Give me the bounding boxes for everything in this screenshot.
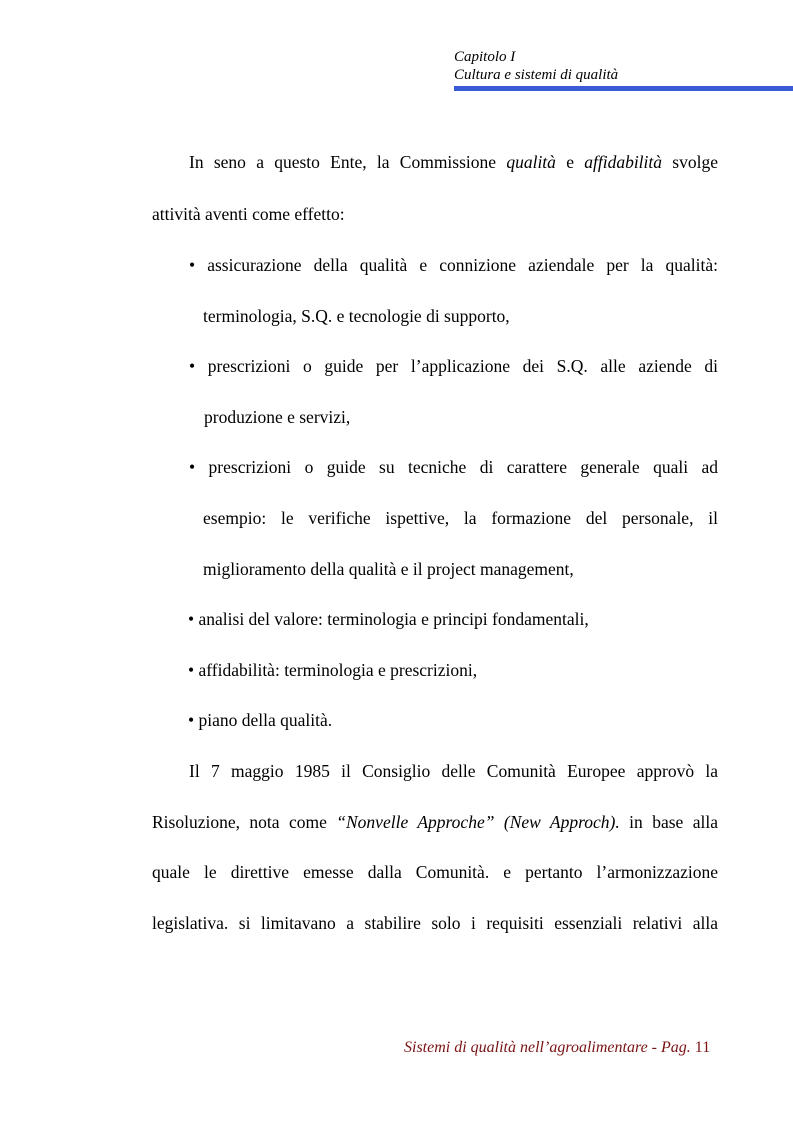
- footer-title: Sistemi di qualità nell’agroalimentare - Pag.: [404, 1039, 691, 1056]
- intro-text-pre: In seno a questo Ente, la Commissione: [189, 152, 507, 172]
- bullet-1-line-1: • assicurazione della qualità e connizione aziendale per la qualità:: [189, 255, 718, 275]
- para2-text-post: in base alla: [619, 812, 718, 832]
- running-header: [454, 48, 618, 84]
- intro-text-mid: e: [555, 152, 585, 172]
- para2-text-pre: Risoluzione, nota come: [152, 812, 337, 832]
- para2-line-1: Il 7 maggio 1985 il Consiglio delle Comunità Europee approvò la: [189, 761, 718, 781]
- bullet-3-line-3: miglioramento della qualità e il project management,: [203, 559, 574, 579]
- bullet-2-line-1: • prescrizioni o guide per l’applicazione dei S.Q. alle aziende di: [189, 356, 718, 376]
- para2-line-2: [152, 811, 718, 833]
- para2-emphasis: “Nonvelle Approche” (New Approch).: [336, 812, 620, 832]
- intro-emphasis-reliability: affidabilità: [584, 152, 663, 172]
- bullet-6: • piano della qualità.: [188, 710, 333, 730]
- intro-line-2: attività aventi come effetto:: [152, 204, 345, 224]
- para2-line-3: quale le direttive emesse dalla Comunità. e pertanto l’armonizzazione: [152, 862, 718, 882]
- bullet-1-line-2: terminologia, S.Q. e tecnologie di supporto,: [203, 306, 510, 326]
- bullet-3-line-2: esempio: le verifiche ispettive, la formazione del personale, il: [203, 508, 718, 528]
- chapter-label: Capitolo I: [454, 49, 516, 65]
- page-number: 11: [694, 1039, 711, 1056]
- para2-line-4: legislativa. si limitavano a stabilire solo i requisiti essenziali relativi alla: [152, 913, 718, 933]
- page-footer: [404, 1038, 710, 1058]
- bullet-2-line-2: produzione e servizi,: [204, 407, 351, 427]
- bullet-4: • analisi del valore: terminologia e principi fondamentali,: [188, 609, 589, 629]
- bullet-5: • affidabilità: terminologia e prescrizioni,: [188, 660, 478, 680]
- intro-emphasis-quality: qualità: [506, 152, 556, 172]
- intro-text-post: svolge: [662, 152, 718, 172]
- chapter-subtitle: Cultura e sistemi di qualità: [454, 67, 619, 83]
- intro-line-1: [189, 151, 718, 173]
- header-rule: [454, 86, 793, 91]
- bullet-3-line-1: • prescrizioni o guide su tecniche di carattere generale quali ad: [189, 457, 718, 477]
